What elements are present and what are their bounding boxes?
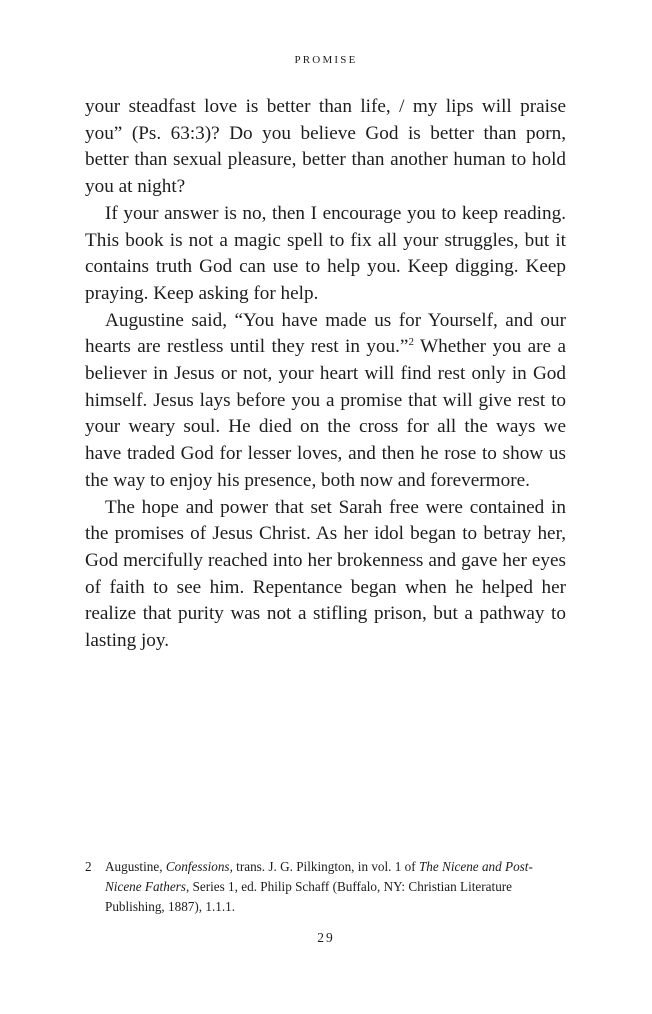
footnote bbox=[85, 857, 566, 917]
paragraph-1: your steadfast love is better than life, / my lips will praise you” (Ps. 63:3)? Do you believe God is better than porn, better than sexual pleasure, better than another human to hold you at night? bbox=[85, 96, 566, 198]
footnote-series-title: The Nicene and Post-Nicene Fathers bbox=[105, 859, 533, 894]
footnote-number: 2 bbox=[85, 859, 92, 874]
paragraph-4: The hope and power that set Sarah free were contained in the promises of Jesus Christ. As her idol began to betray her, God mercifully reached into her brokenness and gave her eyes of faith to see him. Repentance began when he helped her realize that purity was not a stifling prison, but a pathway to lasting joy. bbox=[85, 496, 566, 652]
footnote-middle: , trans. J. G. Pilkington, in vol. 1 of bbox=[229, 859, 419, 874]
footnote-book-title: Confessions bbox=[165, 859, 230, 874]
paragraph-3-text-start: Augustine said, “You have made us for Yourself, and our hearts are restless until they rest in you.” bbox=[85, 309, 566, 358]
body-text bbox=[85, 94, 566, 655]
page-number: 29 bbox=[317, 930, 335, 945]
footnote-author: Augustine, bbox=[105, 859, 166, 874]
paragraph-3 bbox=[85, 308, 566, 495]
paragraph-3-text-end: Whether you are a believer in Jesus or not, your heart will find rest only in God himself. Jesus lays before you a promise that will give rest to your weary soul. He died on the cross for all the ways we have traded God for lesser loves, and then he rose to show us the way to enjoy his presence, both now and forevermore. bbox=[85, 336, 566, 491]
footnote-reference: 2 bbox=[408, 336, 414, 349]
running-head: PROMISE bbox=[294, 54, 358, 66]
paragraph-2: If your answer is no, then I encourage you to keep reading. This book is not a magic spell to fix all your struggles, but it contains truth God can use to help you. Keep digging. Keep praying. Keep asking for help. bbox=[85, 202, 566, 304]
footnote-rest: , Series 1, ed. Philip Schaff (Buffalo, NY: Christian Literature Publishing, 1887), 1.1.1. bbox=[105, 879, 513, 914]
footnote-text bbox=[105, 857, 566, 917]
